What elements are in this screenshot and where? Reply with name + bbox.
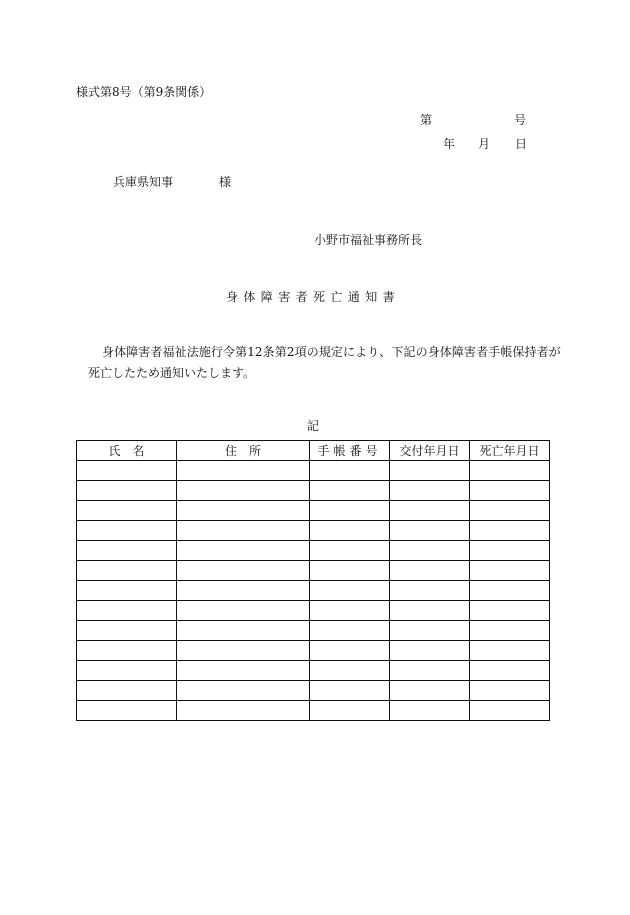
cell-death-date[interactable] (470, 481, 550, 501)
table-row (77, 541, 550, 561)
cell-notebook-number[interactable] (310, 621, 390, 641)
cell-name[interactable] (77, 601, 177, 621)
cell-address[interactable] (177, 521, 310, 541)
body-text-line-1: 身体障害者福祉法施行令第12条第2項の規定により、下記の身体障害者手帳保持者が (102, 345, 561, 359)
cell-address[interactable] (177, 581, 310, 601)
cell-name[interactable] (77, 661, 177, 681)
cell-address[interactable] (177, 501, 310, 521)
cell-issue-date[interactable] (390, 581, 470, 601)
records-table (76, 440, 550, 721)
cell-death-date[interactable] (470, 561, 550, 581)
cell-name[interactable] (77, 461, 177, 481)
cell-name[interactable] (77, 701, 177, 721)
cell-address[interactable] (177, 661, 310, 681)
cell-name[interactable] (77, 501, 177, 521)
cell-address[interactable] (177, 601, 310, 621)
cell-name[interactable] (77, 541, 177, 561)
date-year-label: 年 (443, 137, 456, 151)
column-header-notebook-number: 手帳番号 (310, 441, 390, 461)
cell-name[interactable] (77, 621, 177, 641)
cell-notebook-number[interactable] (310, 481, 390, 501)
cell-notebook-number[interactable] (310, 581, 390, 601)
table-row (77, 581, 550, 601)
table-row (77, 461, 550, 481)
cell-notebook-number[interactable] (310, 601, 390, 621)
table-row (77, 661, 550, 681)
cell-name[interactable] (77, 481, 177, 501)
cell-notebook-number[interactable] (310, 681, 390, 701)
column-header-death-date: 死亡年月日 (470, 441, 550, 461)
cell-death-date[interactable] (470, 461, 550, 481)
cell-issue-date[interactable] (390, 601, 470, 621)
cell-address[interactable] (177, 561, 310, 581)
table-row (77, 621, 550, 641)
table-row (77, 681, 550, 701)
cell-death-date[interactable] (470, 501, 550, 521)
column-header-address: 住 所 (177, 441, 310, 461)
ki-heading: 記 (307, 419, 320, 433)
cell-issue-date[interactable] (390, 521, 470, 541)
cell-address[interactable] (177, 621, 310, 641)
column-header-name: 氏 名 (77, 441, 177, 461)
cell-issue-date[interactable] (390, 661, 470, 681)
cell-name[interactable] (77, 681, 177, 701)
cell-notebook-number[interactable] (310, 501, 390, 521)
cell-death-date[interactable] (470, 601, 550, 621)
cell-address[interactable] (177, 541, 310, 561)
table-row (77, 701, 550, 721)
cell-notebook-number[interactable] (310, 701, 390, 721)
cell-death-date[interactable] (470, 541, 550, 561)
cell-death-date[interactable] (470, 641, 550, 661)
cell-address[interactable] (177, 681, 310, 701)
cell-address[interactable] (177, 701, 310, 721)
cell-notebook-number[interactable] (310, 541, 390, 561)
form-number: 様式第8号（第9条関係） (76, 85, 212, 99)
column-header-issue-date: 交付年月日 (390, 441, 470, 461)
cell-name[interactable] (77, 561, 177, 581)
document-number-prefix: 第 (420, 113, 433, 127)
cell-death-date[interactable] (470, 681, 550, 701)
table-row (77, 561, 550, 581)
cell-notebook-number[interactable] (310, 461, 390, 481)
date-month-label: 月 (478, 137, 491, 151)
cell-address[interactable] (177, 641, 310, 661)
cell-notebook-number[interactable] (310, 521, 390, 541)
cell-name[interactable] (77, 641, 177, 661)
date-day-label: 日 (515, 137, 528, 151)
table-row (77, 521, 550, 541)
records-table-body (77, 461, 550, 721)
cell-notebook-number[interactable] (310, 641, 390, 661)
document-number-suffix: 号 (514, 113, 527, 127)
cell-issue-date[interactable] (390, 701, 470, 721)
cell-issue-date[interactable] (390, 461, 470, 481)
cell-name[interactable] (77, 581, 177, 601)
cell-issue-date[interactable] (390, 501, 470, 521)
document-title: 身体障害者死亡通知書 (226, 290, 401, 304)
sender-name: 小野市福祉事務所長 (314, 233, 423, 247)
table-row (77, 601, 550, 621)
table-row (77, 481, 550, 501)
addressee-honorific: 様 (219, 175, 232, 189)
cell-name[interactable] (77, 521, 177, 541)
cell-issue-date[interactable] (390, 541, 470, 561)
cell-address[interactable] (177, 481, 310, 501)
cell-death-date[interactable] (470, 661, 550, 681)
cell-notebook-number[interactable] (310, 561, 390, 581)
cell-issue-date[interactable] (390, 621, 470, 641)
table-row (77, 501, 550, 521)
cell-issue-date[interactable] (390, 481, 470, 501)
cell-issue-date[interactable] (390, 561, 470, 581)
cell-death-date[interactable] (470, 581, 550, 601)
cell-issue-date[interactable] (390, 641, 470, 661)
table-header-row (77, 441, 550, 461)
table-row (77, 641, 550, 661)
cell-address[interactable] (177, 461, 310, 481)
cell-issue-date[interactable] (390, 681, 470, 701)
cell-notebook-number[interactable] (310, 661, 390, 681)
cell-death-date[interactable] (470, 701, 550, 721)
body-text-line-2: 死亡したため通知いたします。 (88, 366, 256, 380)
addressee-name: 兵庫県知事 (113, 175, 174, 189)
cell-death-date[interactable] (470, 521, 550, 541)
cell-death-date[interactable] (470, 621, 550, 641)
